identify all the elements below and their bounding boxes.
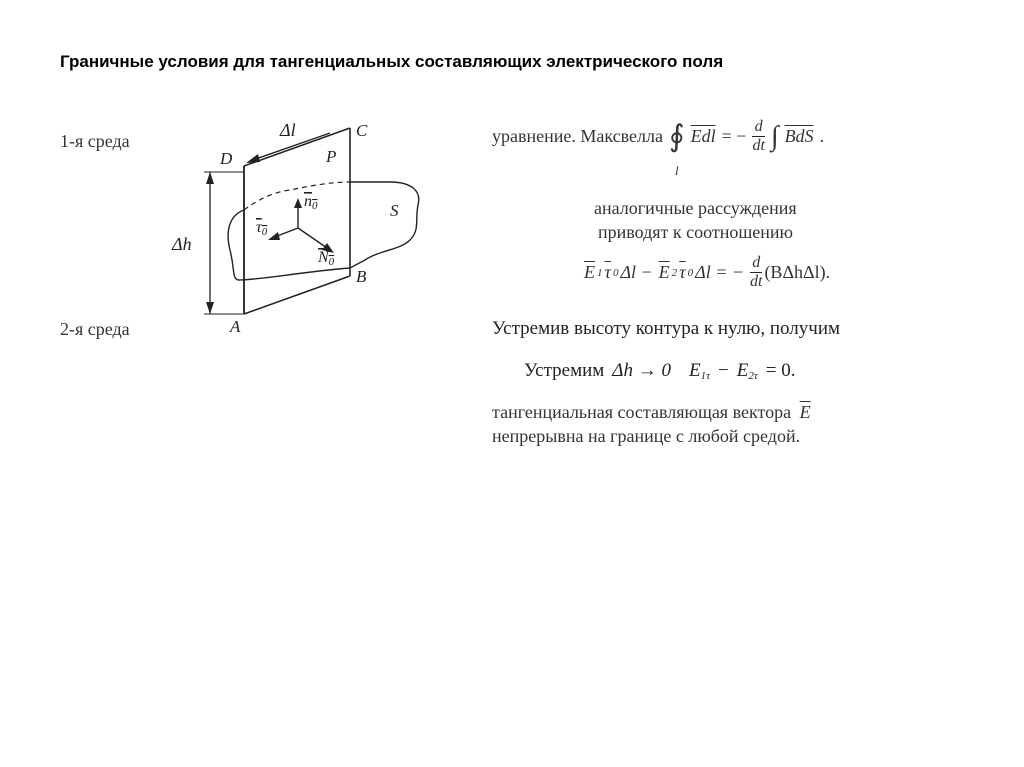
label-c: C	[356, 121, 368, 140]
maxwell-equation	[492, 118, 825, 178]
unit-vectors	[272, 202, 330, 250]
para-limit: Устремив высоту контура к нулю, получим	[492, 318, 841, 339]
contour-sub: l	[674, 162, 679, 178]
para-analogous-2: приводят к соотношению	[598, 222, 793, 242]
label-n0-normal: N0	[318, 249, 335, 268]
para-analogous-1: аналогичные рассуждения	[594, 198, 797, 218]
maxwell-rhs: $\overline{BdS}$	[784, 126, 814, 146]
maxwell-end: .	[819, 126, 825, 146]
label-tau0: τ0	[256, 219, 268, 238]
label-b: B	[356, 267, 367, 286]
relation-equation: $\overline{E}$ 1 $\overline{\tau}$ 0 Δl − $\overline{E}$ 2 $\overline{\tau}$ 0 Δl = − $\frac{d}{dt}$ (BΔhΔl).	[584, 254, 831, 290]
surface-integral: ∫	[770, 120, 779, 152]
label-a: A	[230, 317, 241, 336]
contour-integral: ∮ l	[669, 122, 685, 152]
maxwell-prefix: уравнение. Максвелла	[492, 126, 663, 146]
dl-arrowhead	[246, 154, 260, 163]
maxwell-lhs: $\overline{Edl}$	[690, 126, 716, 146]
para-tangential-1: тангенциальная составляющая вектора $\overline{E}$	[492, 402, 811, 422]
limit-equation: Устремим Δh → 0 $E_{1\tau}$ − $E_{2\tau}$ = 0.	[524, 360, 796, 382]
label-d: D	[220, 149, 233, 168]
label-dh: Δh	[172, 234, 192, 254]
page-title: Граничные условия для тангенциальных составляющих электрического поля	[60, 52, 724, 71]
medium-1-label: 1-я среда	[60, 131, 130, 151]
vector-e: $\overline{E}$	[799, 402, 811, 422]
label-p: P	[326, 147, 337, 166]
label-n0: n0	[304, 193, 318, 212]
medium-2-label: 2-я среда	[60, 319, 130, 339]
label-dl: Δl	[280, 120, 296, 140]
boundary-diagram	[60, 110, 480, 350]
maxwell-eq: = −	[721, 126, 747, 146]
maxwell-ddt: $\frac{d}{dt}$	[752, 118, 765, 154]
label-s: S	[390, 201, 399, 220]
para-tangential-2: непрерывна на границе с любой средой.	[492, 426, 801, 446]
